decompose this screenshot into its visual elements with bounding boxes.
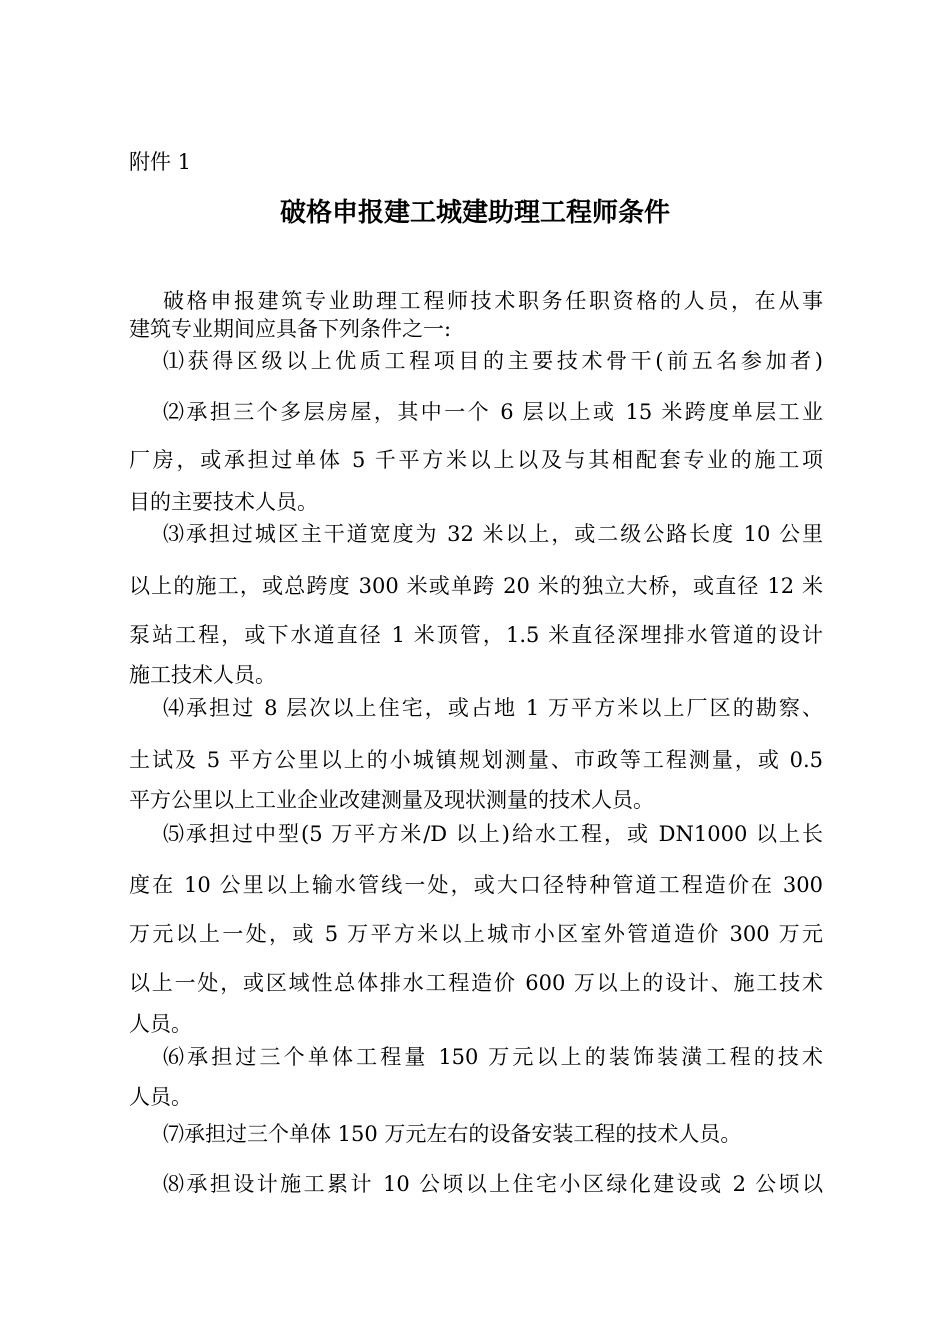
- text-line: 施工技术人员。: [129, 663, 276, 687]
- text-line: ⑺承担过三个单体 150 万元左右的设备安装工程的技术人员。: [163, 1122, 742, 1146]
- text-line: 以上的施工，或总跨度 300 米或单跨 20 米的独立大桥，或直径 12 米: [129, 574, 823, 598]
- document-title: 破格申报建工城建助理工程师条件: [279, 198, 670, 228]
- text-line: 土试及 5 平方公里以上的小城镇规划测量、市政等工程测量，或 0.5: [129, 748, 823, 772]
- text-line: 人员。: [129, 1012, 192, 1036]
- text-line: ⑶承担过城区主干道宽度为 32 米以上，或二级公路长度 10 公里: [163, 522, 823, 546]
- text-line: 厂房，或承担过单体 5 千平方米以上以及与其相配套专业的施工项: [129, 448, 823, 472]
- text-line: 目的主要技术人员。: [129, 490, 318, 514]
- text-line: ⑴获得区级以上优质工程项目的主要技术骨干(前五名参加者): [163, 349, 823, 373]
- text-line: ⑻承担设计施工累计 10 公顷以上住宅小区绿化建设或 2 公顷以: [163, 1172, 823, 1196]
- text-line: ⑹承担过三个单体工程量 150 万元以上的装饰装潢工程的技术: [163, 1045, 823, 1069]
- text-line: 平方公里以上工业企业改建测量及现状测量的技术人员。: [129, 788, 654, 812]
- text-line: 建筑专业期间应具备下列条件之一:: [129, 317, 452, 341]
- text-line: 以上一处，或区域性总体排水工程造价 600 万以上的设计、施工技术: [129, 971, 823, 995]
- text-line: 破格申报建筑专业助理工程师技术职务任职资格的人员，在从事: [163, 289, 823, 313]
- text-line: ⑷承担过 8 层次以上住宅，或占地 1 万平方米以上厂区的勘察、: [163, 696, 823, 720]
- text-line: 人员。: [129, 1085, 192, 1109]
- text-line: ⑸承担过中型(5 万平方米/D 以上)给水工程，或 DN1000 以上长: [163, 822, 823, 846]
- attachment-label: 附件 1: [129, 150, 192, 174]
- text-line: ⑵承担三个多层房屋，其中一个 6 层以上或 15 米跨度单层工业: [163, 400, 823, 424]
- text-line: 万元以上一处，或 5 万平方米以上城市小区室外管道造价 300 万元: [129, 922, 823, 946]
- text-line: 度在 10 公里以上输水管线一处，或大口径特种管道工程造价在 300: [129, 873, 823, 897]
- text-line: 泵站工程，或下水道直径 1 米顶管，1.5 米直径深埋排水管道的设计: [129, 623, 823, 647]
